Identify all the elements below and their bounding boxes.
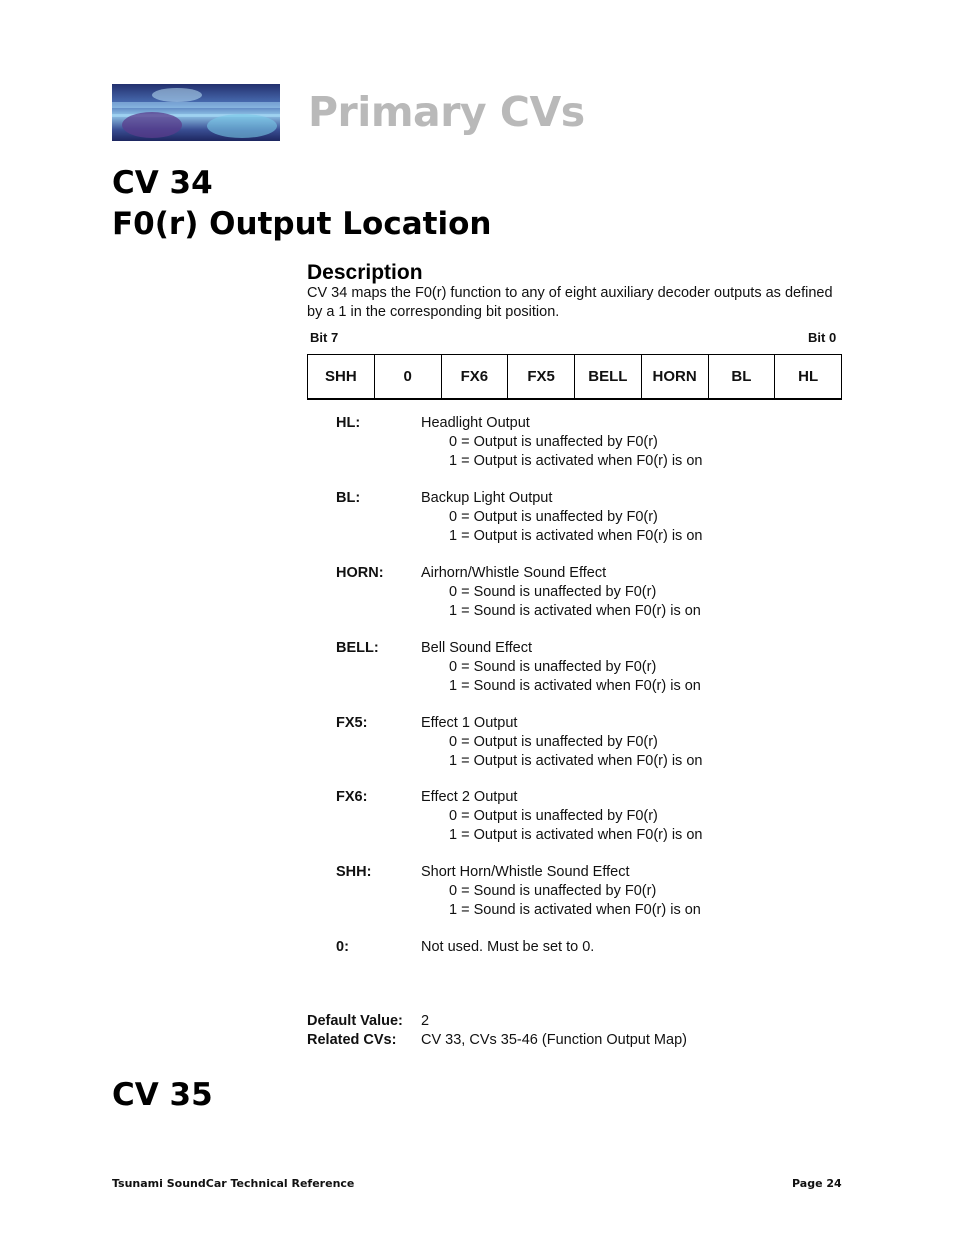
definition-option: 1 = Output is activated when F0(r) is on xyxy=(449,453,703,469)
definition-key: FX5: xyxy=(336,715,368,731)
definition-option: 1 = Output is activated when F0(r) is on xyxy=(449,528,703,544)
definition-title: Not used. Must be set to 0. xyxy=(421,939,595,955)
definition-option: 1 = Sound is activated when F0(r) is on xyxy=(449,902,701,918)
definition-item xyxy=(336,414,856,474)
definition-title: Short Horn/Whistle Sound Effect xyxy=(421,864,630,880)
definition-option: 0 = Output is unaffected by F0(r) xyxy=(449,808,658,824)
definition-option: 0 = Sound is unaffected by F0(r) xyxy=(449,883,657,899)
cv-name: F0(r) Output Location xyxy=(112,206,492,242)
definition-key: BL: xyxy=(336,490,361,506)
definition-title: Bell Sound Effect xyxy=(421,640,532,656)
footer-title: Tsunami SoundCar Technical Reference xyxy=(112,1177,355,1190)
definition-item xyxy=(336,639,856,699)
definition-option: 0 = Output is unaffected by F0(r) xyxy=(449,434,658,450)
definition-title: Airhorn/Whistle Sound Effect xyxy=(421,565,607,581)
description-heading: Description xyxy=(307,261,423,284)
default-value: 2 xyxy=(421,1013,430,1029)
definition-item xyxy=(336,863,856,923)
bit-cell: HORN xyxy=(641,355,708,398)
bit-cell: BELL xyxy=(574,355,641,398)
bit-map-table xyxy=(307,354,842,400)
page-number: Page 24 xyxy=(792,1177,842,1190)
definition-item xyxy=(336,489,856,549)
definition-option: 0 = Sound is unaffected by F0(r) xyxy=(449,659,657,675)
definition-option: 0 = Sound is unaffected by F0(r) xyxy=(449,584,657,600)
definition-item xyxy=(336,714,856,774)
bit-cell: BL xyxy=(708,355,775,398)
definition-key: HORN: xyxy=(336,565,384,581)
definition-key: BELL: xyxy=(336,640,379,656)
definition-item xyxy=(336,788,856,848)
section-title: Primary CVs xyxy=(308,88,585,136)
definition-title: Effect 2 Output xyxy=(421,789,518,805)
next-cv-number: CV 35 xyxy=(112,1077,213,1113)
definition-title: Headlight Output xyxy=(421,415,530,431)
definition-option: 0 = Output is unaffected by F0(r) xyxy=(449,734,658,750)
definition-key: HL: xyxy=(336,415,361,431)
definition-option: 1 = Output is activated when F0(r) is on xyxy=(449,753,703,769)
definition-item xyxy=(336,564,856,624)
bit-cell: HL xyxy=(774,355,841,398)
bit-cell: SHH xyxy=(325,368,357,385)
definition-option: 0 = Output is unaffected by F0(r) xyxy=(449,509,658,525)
cv-number: CV 34 xyxy=(112,165,213,201)
bit-cell: FX5 xyxy=(507,355,574,398)
description-text: CV 34 maps the F0(r) function to any of eight auxiliary decoder outputs as defined by a 1 in the corresponding bit position. xyxy=(307,285,833,320)
definition-item xyxy=(336,938,856,958)
bit-0-label: Bit 0 xyxy=(808,330,837,345)
definition-title: Backup Light Output xyxy=(421,490,553,506)
header-photo xyxy=(112,84,280,141)
definition-title: Effect 1 Output xyxy=(421,715,518,731)
definition-option: 1 = Sound is activated when F0(r) is on xyxy=(449,678,701,694)
related-cvs-value: CV 33, CVs 35-46 (Function Output Map) xyxy=(421,1032,687,1048)
default-value-label: Default Value: xyxy=(307,1013,403,1029)
definition-option: 1 = Sound is activated when F0(r) is on xyxy=(449,603,701,619)
related-cvs-label: Related CVs: xyxy=(307,1032,397,1048)
definition-option: 1 = Output is activated when F0(r) is on xyxy=(449,827,703,843)
bit-cell: FX6 xyxy=(441,355,508,398)
definition-key: 0: xyxy=(336,939,349,955)
bit-7-label: Bit 7 xyxy=(310,330,339,345)
definition-key: SHH: xyxy=(336,864,372,880)
definition-key: FX6: xyxy=(336,789,368,805)
bit-cell: 0 xyxy=(374,355,441,398)
